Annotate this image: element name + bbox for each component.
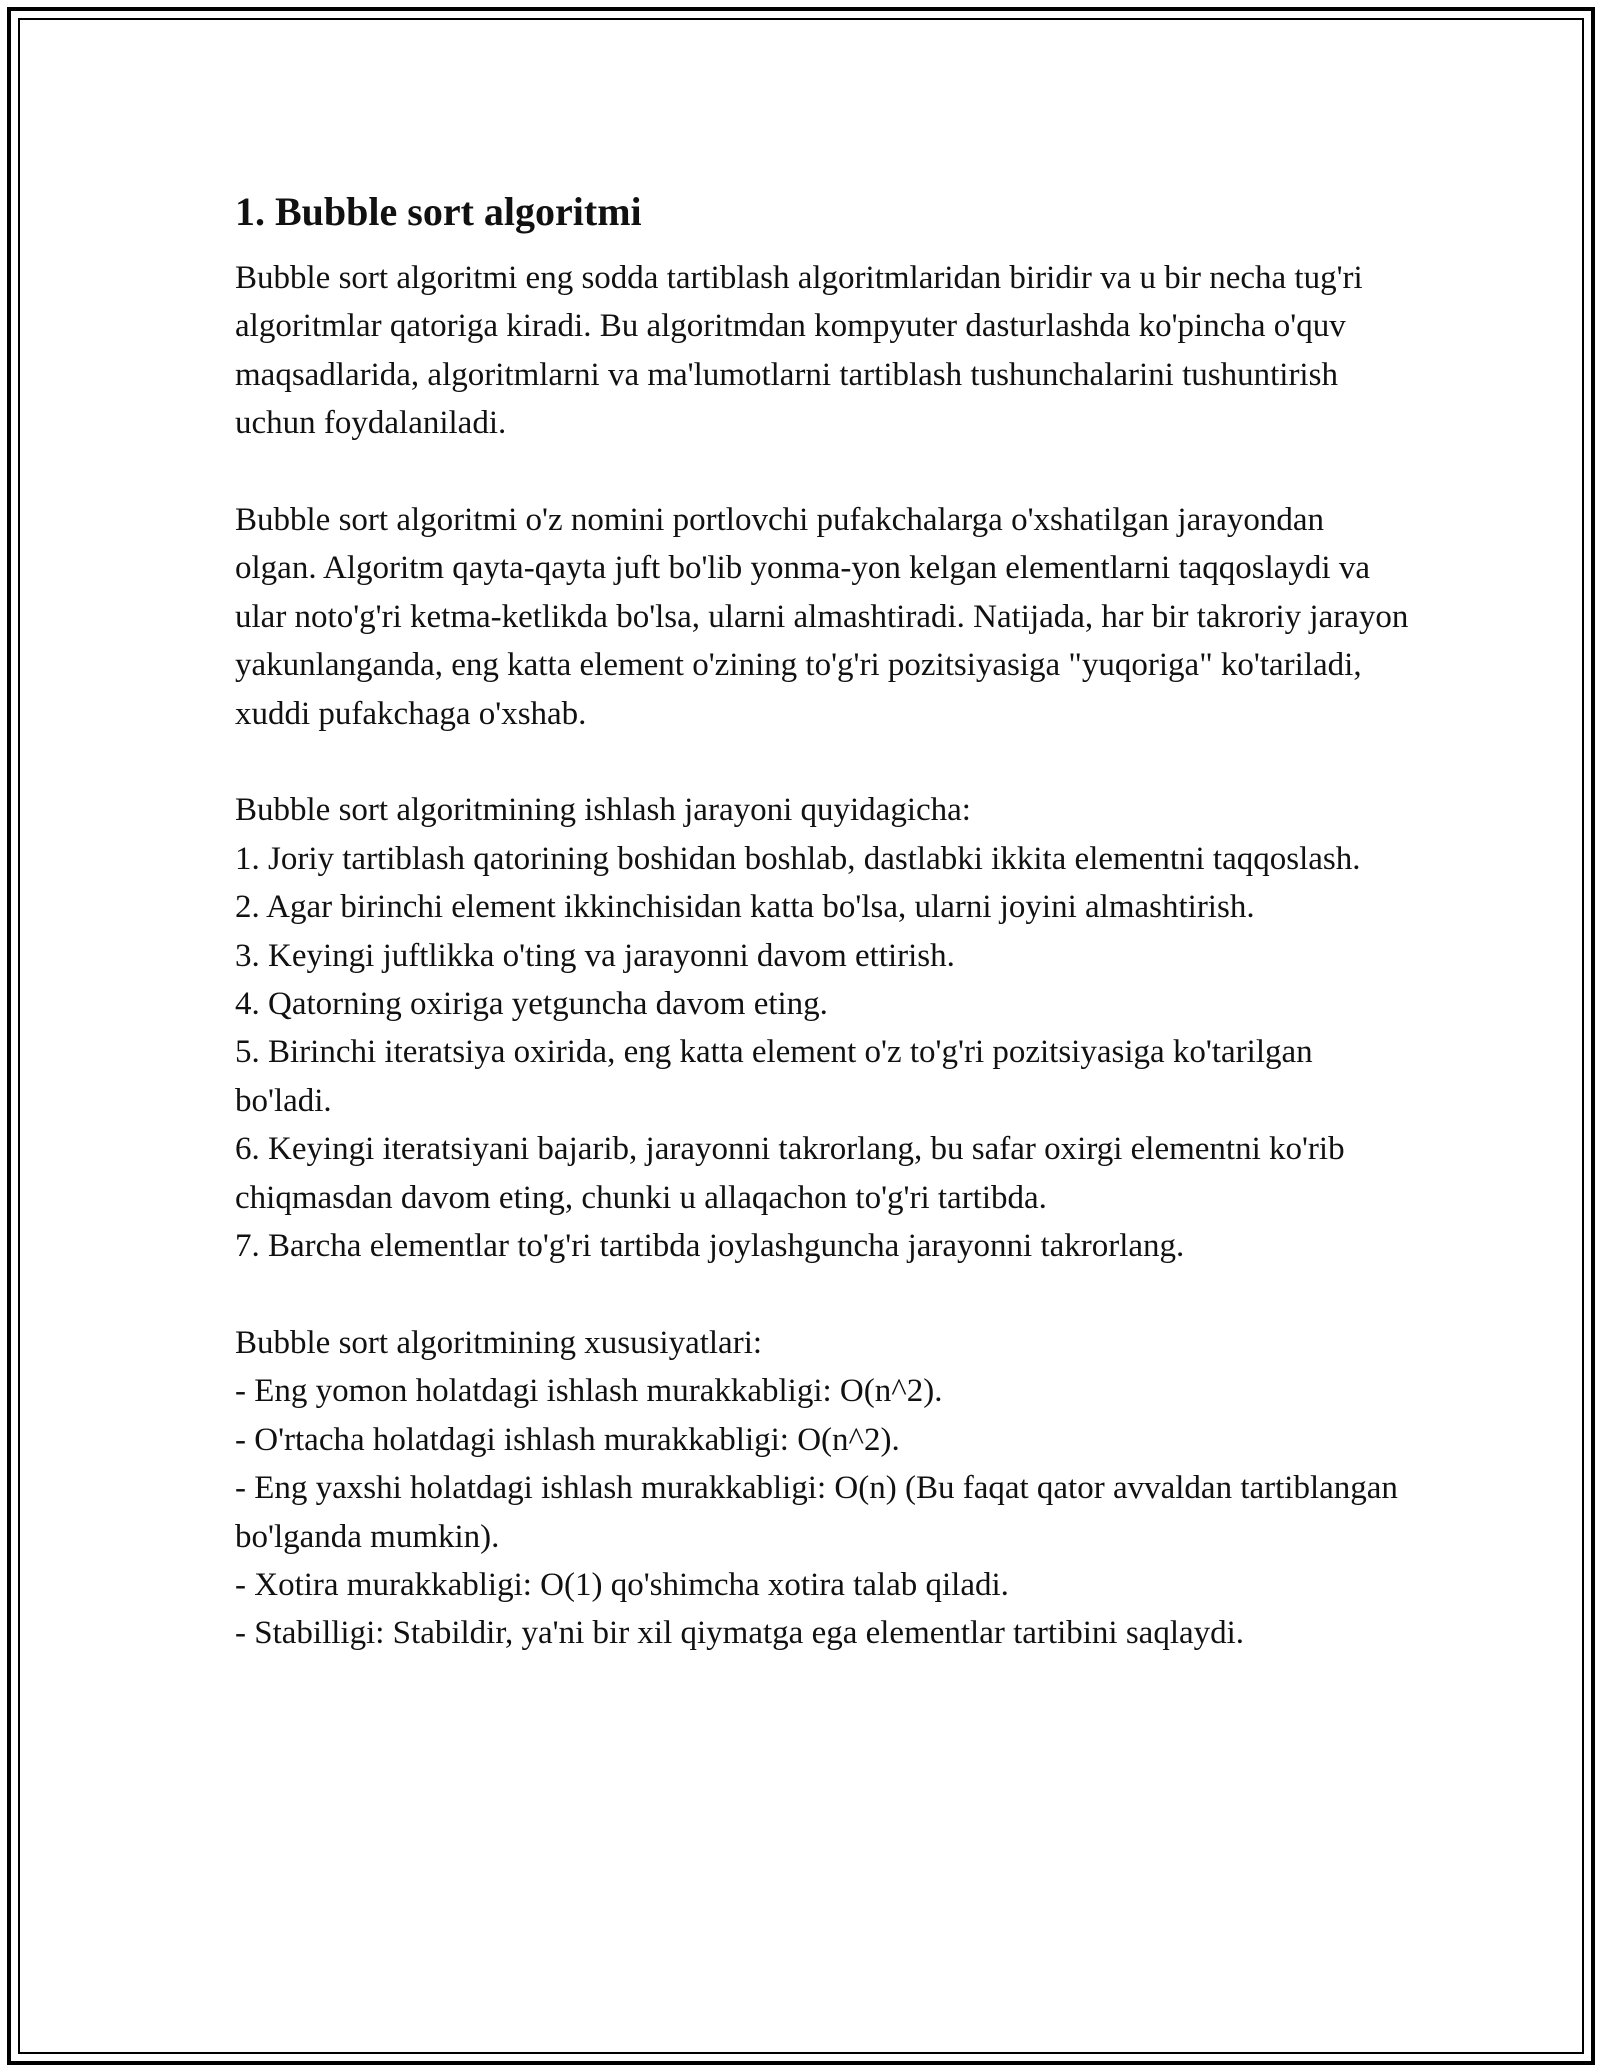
paragraph-spacer — [235, 738, 1410, 786]
features-heading: Bubble sort algoritmining xususiyatlari: — [235, 1324, 763, 1361]
feature-item: - Stabilligi: Stabildir, ya'ni bir xil qiymatga ega elementlar tartibini saqlaydi. — [235, 1615, 1245, 1652]
intro-paragraph: Bubble sort algoritmi eng sodda tartiblash algoritmlaridan biridir va u bir necha tug'ri algoritmlar qatoriga kiradi. Bu algoritmdan kompyuter dasturlashda ko'pincha o'quv maqsadlarida, algoritmlarni va ma'lumotlarni tartiblash tushunchalarini tushuntirish uchun foydalaniladi. — [235, 260, 1363, 442]
feature-item: - Eng yomon holatdagi ishlash murakkabligi: O(n^2). — [235, 1373, 943, 1410]
paragraph-spacer — [235, 448, 1410, 496]
step-item: 1. Joriy tartiblash qatorining boshidan boshlab, dastlabki ikkita elementni taqqoslash. — [235, 840, 1361, 877]
document-title: 1. Bubble sort algoritmi — [235, 189, 642, 234]
step-item: 5. Birinchi iteratsiya oxirida, eng katta element o'z to'g'ri pozitsiyasiga ko'tarilgan bo'ladi. — [235, 1034, 1313, 1119]
step-item: 2. Agar birinchi element ikkinchisidan katta bo'lsa, ularni joyini almashtirish. — [235, 889, 1255, 926]
feature-item: - Eng yaxshi holatdagi ishlash murakkabligi: O(n) (Bu faqat qator avvaldan tartiblangan bo'lganda mumkin). — [235, 1470, 1398, 1555]
name-origin-paragraph: Bubble sort algoritmi o'z nomini portlovchi pufakchalarga o'xshatilgan jarayondan olgan. Algoritm qayta-qayta juft bo'lib yonma-yon kelgan elementlarni taqqoslaydi va ular noto'g'ri ketma-ketlikda bo'lsa, ularni almashtiradi. Natijada, har bir takroriy jarayon yakunlanganda, eng katta element o'zining to'g'ri pozitsiyasiga "yuqoriga" ko'tariladi, xuddi pufakchaga o'xshab. — [235, 502, 1409, 732]
feature-item: - Xotira murakkabligi: O(1) qo'shimcha xotira talab qiladi. — [235, 1566, 1009, 1603]
features-list — [235, 1367, 1410, 1657]
step-item: 6. Keyingi iteratsiyani bajarib, jarayonni takrorlang, bu safar oxirgi elementni ko'rib chiqmasdan davom eting, chunki u allaqachon to'g'ri tartibda. — [235, 1131, 1345, 1216]
paragraph-spacer — [235, 1271, 1410, 1319]
steps-heading: Bubble sort algoritmining ishlash jarayoni quyidagicha: — [235, 792, 971, 829]
steps-list — [235, 835, 1410, 1271]
step-item: 7. Barcha elementlar to'g'ri tartibda joylashguncha jarayonni takrorlang. — [235, 1228, 1185, 1265]
step-item: 4. Qatorning oxiriga yetguncha davom eting. — [235, 986, 828, 1023]
step-item: 3. Keyingi juftlikka o'ting va jarayonni davom ettirish. — [235, 937, 955, 974]
document-body — [235, 184, 1410, 1658]
feature-item: - O'rtacha holatdagi ishlash murakkabligi: O(n^2). — [235, 1421, 900, 1458]
